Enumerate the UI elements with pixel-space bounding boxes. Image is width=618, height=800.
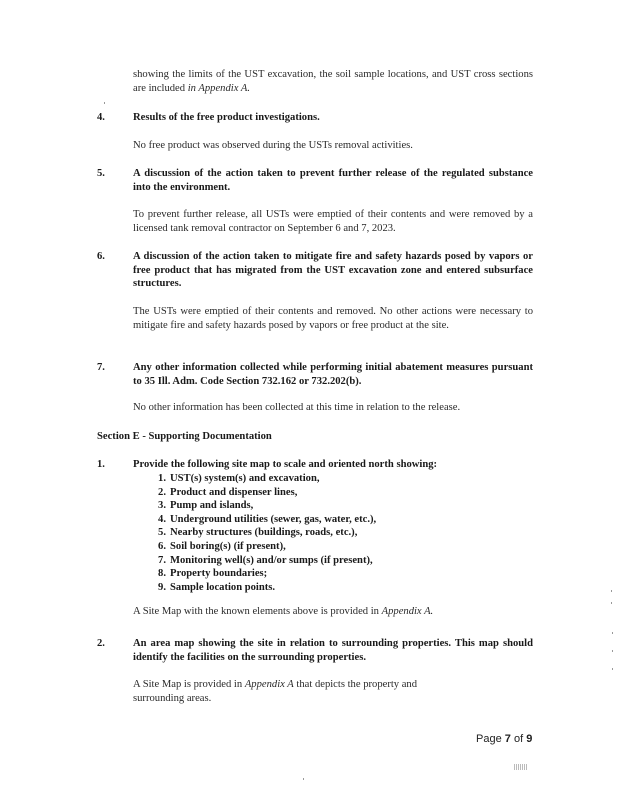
scan-speck <box>612 668 613 670</box>
item-number: 7. <box>97 362 105 373</box>
appendix-ref: Appendix A. <box>381 606 434 617</box>
scan-stamp-mark <box>514 764 528 770</box>
item-number: 1. <box>97 459 105 470</box>
scan-speck <box>611 602 612 604</box>
site-map-element-list <box>150 472 510 594</box>
scan-speck <box>611 590 612 592</box>
list-item: 4. Underground utilities (sewer, gas, water, etc.), <box>158 513 377 525</box>
page-number: Page 7 of 9 <box>476 733 533 745</box>
scan-speck <box>303 778 304 780</box>
item-heading: A discussion of the action taken to mitigate fire and safety hazards posed by vapors or free product that has migrated from the UST excavation zone and entered subsurface structures. <box>133 251 533 290</box>
item-number: 4. <box>97 112 105 123</box>
section-title: Section E - Supporting Documentation <box>97 431 272 442</box>
intro-text: showing the limits of the UST excavation, the soil sample locations, and UST cross sections are included <box>133 69 533 94</box>
item-number: 6. <box>97 251 105 262</box>
item-response: No other information has been collected at this time in relation to the release. <box>133 402 461 413</box>
list-item: 9. Sample location points. <box>158 581 276 593</box>
scan-speck <box>104 102 105 104</box>
item-response: No free product was observed during the USTs removal activities. <box>133 140 413 151</box>
intro-appendix-ref: in Appendix A. <box>187 82 250 94</box>
list-item: 6. Soil boring(s) (if present), <box>158 540 286 552</box>
list-item: 5. Nearby structures (buildings, roads, etc.), <box>158 527 358 539</box>
item-heading: A discussion of the action taken to prevent further release of the regulated substance into the environment. <box>133 168 533 193</box>
intro-paragraph <box>133 68 533 95</box>
item-response: The USTs were emptied of their contents and removed. No other actions were necessary to mitigate fire and safety hazards posed by vapors or free product at the site. <box>133 306 533 331</box>
item-number: 2. <box>97 638 105 649</box>
item-response: A Site Map with the known elements above is provided in Appendix A. <box>133 606 434 617</box>
item-heading: Results of the free product investigations. <box>133 112 320 123</box>
item-response: A Site Map is provided in Appendix A that depicts the property and surrounding areas. <box>133 679 418 704</box>
scan-speck <box>612 650 613 652</box>
item-heading: An area map showing the site in relation to surrounding properties. This map should identify the facilities on the surrounding properties. <box>133 638 533 663</box>
scan-speck <box>612 632 613 634</box>
item-heading: Provide the following site map to scale and oriented north showing: <box>133 459 438 470</box>
list-item: 7. Monitoring well(s) and/or sumps (if present), <box>158 554 373 566</box>
item-heading: Any other information collected while performing initial abatement measures pursuant to 35 Ill. Adm. Code Section 732.162 or 732.202(b). <box>133 362 533 387</box>
list-item: 8. Property boundaries; <box>158 568 268 580</box>
list-item: 2. Product and dispenser lines, <box>158 486 298 498</box>
item-response: To prevent further release, all USTs were emptied of their contents and were removed by a licensed tank removal contractor on September 6 and 7, 2023. <box>133 209 533 234</box>
item-number: 5. <box>97 168 105 179</box>
list-item: 3. Pump and islands, <box>158 500 254 512</box>
appendix-ref: Appendix A <box>244 679 294 690</box>
list-item: 1. UST(s) system(s) and excavation, <box>158 473 320 484</box>
